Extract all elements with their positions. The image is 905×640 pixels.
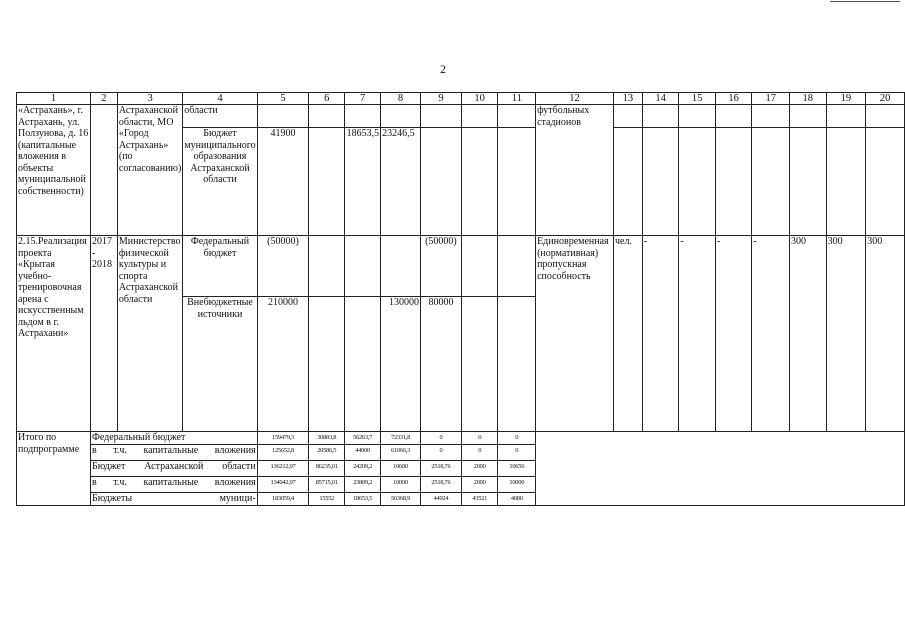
- totals-value: 2518,76: [421, 461, 462, 477]
- cell-value: -: [642, 236, 679, 432]
- totals-value: 10650: [498, 461, 536, 477]
- cell-value: (50000): [257, 236, 309, 297]
- col-number: 3: [117, 93, 182, 105]
- cell-source: Федеральный бюджет: [183, 236, 257, 297]
- cell-value: 18653,5: [345, 128, 381, 236]
- table-row: [17, 105, 905, 128]
- totals-value: 56263,7: [345, 432, 381, 445]
- col-number: 13: [614, 93, 643, 105]
- cell-indicator: Единовременная (нормативная) пропускная способность: [536, 236, 614, 432]
- cell-object: 2.15.Реализация проекта «Крытая учебно-тренировочная арена с искусственным льдом в г. Астрахани»: [17, 236, 91, 432]
- totals-value: 0: [421, 445, 462, 461]
- cell-value: 300: [866, 236, 905, 432]
- totals-value: 10000: [498, 477, 536, 493]
- cell-value: 41900: [257, 128, 309, 236]
- col-number: 19: [826, 93, 866, 105]
- cell-executor: Министерство физической культуры и спорта Астраханской области: [117, 236, 182, 432]
- totals-value: 125652,8: [257, 445, 309, 461]
- totals-value: 15552: [309, 493, 345, 506]
- totals-value: 20586,5: [309, 445, 345, 461]
- cell-value: 300: [789, 236, 826, 432]
- totals-value: 56368,9: [381, 493, 421, 506]
- col-number: 10: [461, 93, 498, 105]
- totals-value: 10000: [381, 477, 421, 493]
- col-number: 5: [257, 93, 309, 105]
- cell-value: 23246,5: [381, 128, 421, 236]
- cell-indicator: футбольных стадионов: [536, 105, 614, 236]
- totals-value: 61066,3: [381, 445, 421, 461]
- col-number: 16: [715, 93, 752, 105]
- totals-value: 0: [498, 432, 536, 445]
- cell-executor: Астраханской области, МО «Город Астрахань» (по согласованию): [117, 105, 182, 236]
- cell-value: (50000): [421, 236, 462, 297]
- cell-value: -: [715, 236, 752, 432]
- column-number-row: [17, 93, 905, 105]
- col-number: 20: [866, 93, 905, 105]
- totals-source: Федеральный бюджет: [90, 432, 257, 445]
- col-number: 9: [421, 93, 462, 105]
- totals-value: 159479,3: [257, 432, 309, 445]
- totals-source: Бюджеты муници-: [91, 493, 256, 504]
- totals-value: 0: [461, 432, 498, 445]
- cell-source: области: [183, 105, 257, 128]
- cell-source: Бюджет муниципального образования Астраханской области: [183, 128, 257, 236]
- cell-source: Внебюджетные источники: [183, 297, 257, 432]
- totals-value: 18653,5: [345, 493, 381, 506]
- cell-value: -: [752, 236, 790, 432]
- totals-value: 44924: [421, 493, 462, 506]
- totals-value: 72331,8: [381, 432, 421, 445]
- cell-unit: чел.: [614, 236, 643, 432]
- totals-value: 44000: [345, 445, 381, 461]
- totals-value: 86235,01: [309, 461, 345, 477]
- totals-value: 2518,76: [421, 477, 462, 493]
- col-number: 17: [752, 93, 790, 105]
- totals-value: 0: [421, 432, 462, 445]
- page-number: 2: [440, 62, 446, 76]
- totals-value: 2000: [461, 461, 498, 477]
- cell-value: 80000: [421, 297, 462, 432]
- cell-value: -: [679, 236, 716, 432]
- totals-value: 136212,97: [257, 461, 309, 477]
- cell-object: «Астрахань», г. Астрахань, ул. Ползунова, д. 16 (капитальные вложения в объекты муниципальной собственности): [17, 105, 91, 236]
- cell-value: 300: [826, 236, 866, 432]
- totals-value: 2000: [461, 477, 498, 493]
- totals-source: Бюджет Астраханской области: [90, 461, 257, 477]
- totals-value: 10600: [381, 461, 421, 477]
- col-number: 7: [345, 93, 381, 105]
- col-number: 15: [679, 93, 716, 105]
- table-row: [17, 236, 905, 297]
- cell-value: 130000: [381, 297, 421, 432]
- col-number: 4: [183, 93, 257, 105]
- totals-label: Итого по подпрограмме: [17, 432, 91, 506]
- totals-value: 183059,4: [257, 493, 309, 506]
- col-number: 11: [498, 93, 536, 105]
- col-number: 2: [90, 93, 117, 105]
- col-number: 1: [17, 93, 91, 105]
- cell-years: 2017 - 2018: [90, 236, 117, 432]
- col-number: 12: [536, 93, 614, 105]
- totals-value: 134042,97: [257, 477, 309, 493]
- cell-value: 210000: [257, 297, 309, 432]
- col-number: 18: [789, 93, 826, 105]
- col-number: 8: [381, 93, 421, 105]
- totals-value: 0: [498, 445, 536, 461]
- totals-value: 23809,2: [345, 477, 381, 493]
- totals-value: 0: [461, 445, 498, 461]
- totals-source: в т.ч. капитальные вложения: [90, 477, 257, 493]
- totals-source: в т.ч. капитальные вложения: [90, 445, 257, 461]
- program-table: [16, 92, 905, 506]
- totals-value: 30883,8: [309, 432, 345, 445]
- totals-value: 4080: [498, 493, 536, 506]
- col-number: 14: [642, 93, 679, 105]
- totals-blank: [536, 432, 905, 506]
- totals-value: 43521: [461, 493, 498, 506]
- totals-value: 24209,2: [345, 461, 381, 477]
- totals-row: [17, 432, 905, 445]
- totals-value: 85715,01: [309, 477, 345, 493]
- cell-years: [90, 105, 117, 236]
- col-number: 6: [309, 93, 345, 105]
- top-rule: [830, 1, 900, 2]
